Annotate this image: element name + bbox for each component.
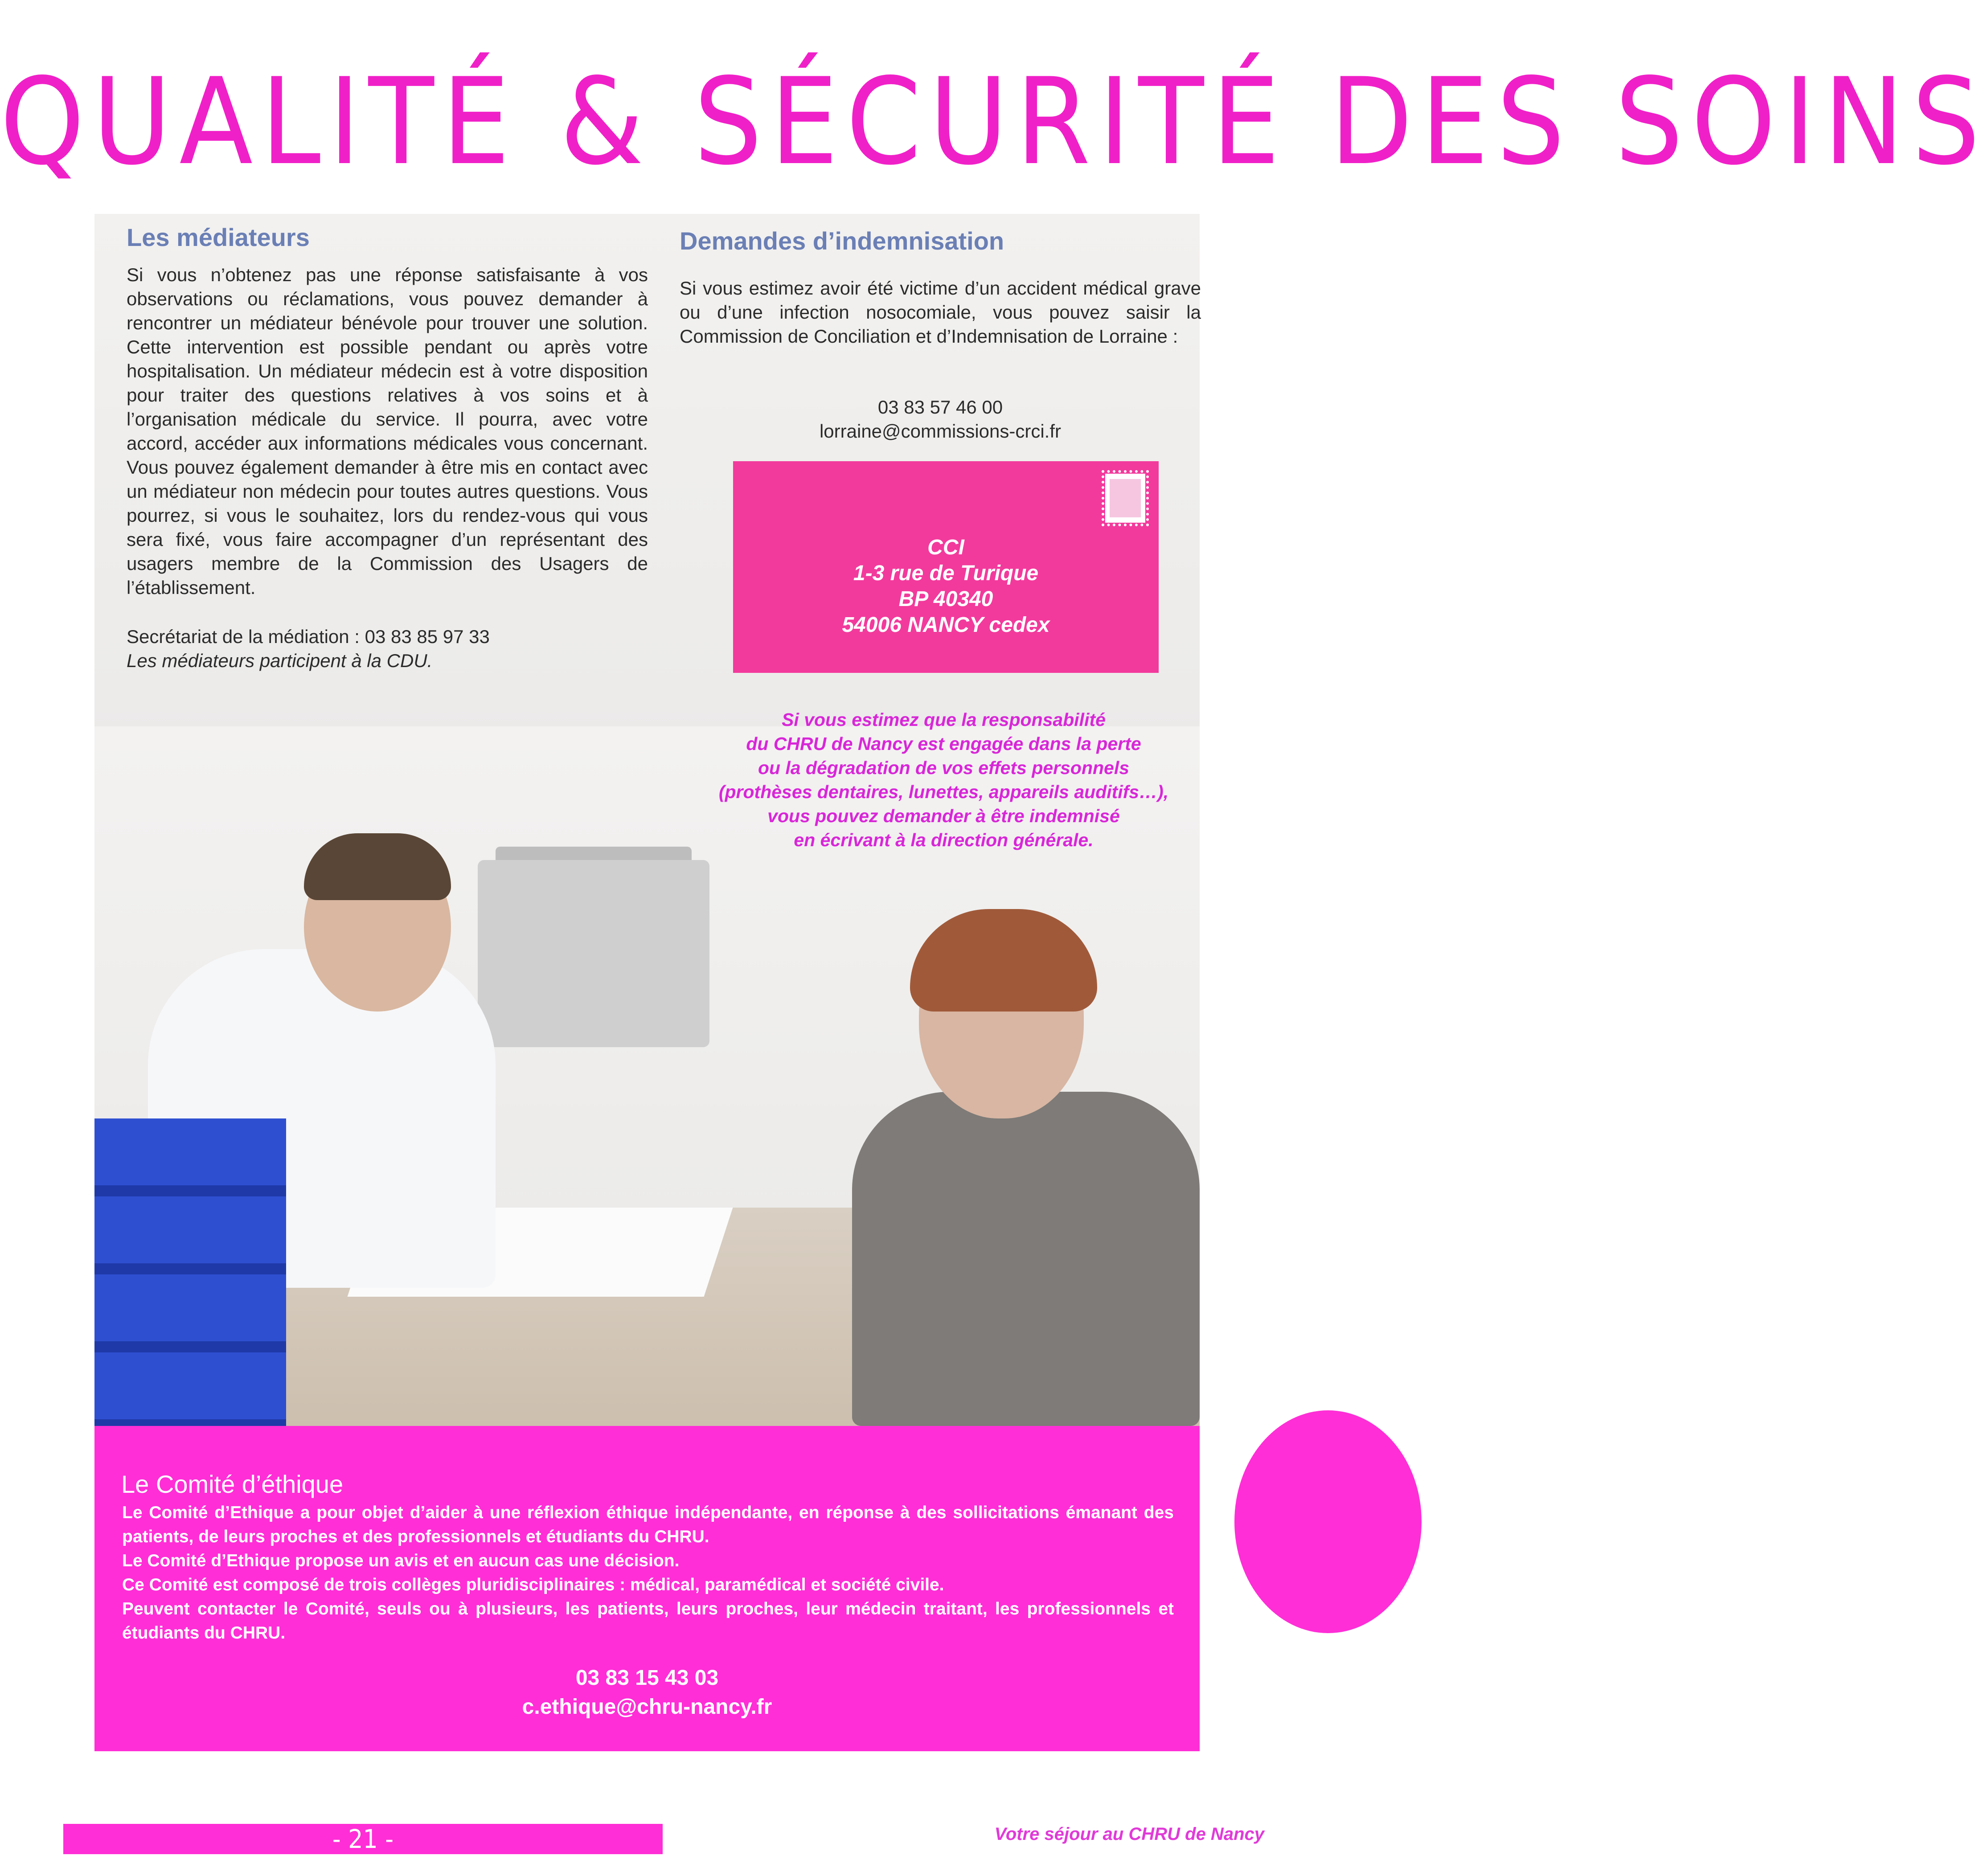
address-line: 1-3 rue de Turique: [853, 561, 1039, 585]
ethics-text: [122, 1501, 1174, 1645]
mediateurs-secretariat: Secrétariat de la médiation : 03 83 85 97 33: [127, 626, 490, 647]
note-line: Si vous estimez que la responsabilité: [782, 709, 1106, 730]
ethics-paragraph: Peuvent contacter le Comité, seuls ou à plusieurs, les patients, leurs proches, leur médecin traitant, les professionnels et étudiants du CHRU.: [122, 1599, 1174, 1643]
note-line: en écrivant à la direction générale.: [794, 830, 1094, 850]
mediateurs-note: Les médiateurs participent à la CDU.: [127, 650, 433, 671]
page-number: - 21 -: [332, 1824, 394, 1854]
address-line: 54006 NANCY cedex: [842, 613, 1050, 637]
footer-bar: [63, 1824, 663, 1854]
publication-title: Votre séjour au CHRU de Nancy: [994, 1824, 1264, 1844]
ethics-paragraph: Le Comité d’Ethique a pour objet d’aider à une réflexion éthique indépendante, en réponse à des sollicitations émanant des patients, de leurs proches et des professionnels et étudiants du CHRU.: [122, 1503, 1174, 1546]
ethics-email[interactable]: c.ethique@chru-nancy.fr: [522, 1695, 772, 1719]
ethics-paragraph: Ce Comité est composé de trois collèges pluridisciplinaires : médical, paramédical et société civile.: [122, 1575, 944, 1594]
address-block: [733, 535, 1159, 638]
indemnisation-heading: Demandes d’indemnisation: [680, 227, 1004, 255]
address-envelope: [733, 461, 1159, 673]
ethics-heading: Le Comité d’éthique: [121, 1470, 344, 1498]
photo-doctor-hair: [304, 833, 451, 900]
photo-patient: [852, 1092, 1200, 1426]
ethics-paragraph: Le Comité d’Ethique propose un avis et en aucun cas une décision.: [122, 1551, 680, 1570]
address-line: BP 40340: [898, 587, 993, 611]
note-line: (prothèses dentaires, lunettes, appareils auditifs…),: [718, 782, 1169, 802]
indemnisation-phone: 03 83 57 46 00: [877, 397, 1003, 418]
address-line: CCI: [927, 536, 964, 559]
personal-effects-note: [668, 708, 1219, 852]
indemnisation-email[interactable]: lorraine@commissions-crci.fr: [819, 421, 1062, 442]
mediateurs-heading: Les médiateurs: [127, 223, 310, 251]
photo-binders: [94, 1118, 286, 1426]
stamp-icon: [1105, 474, 1145, 523]
ethics-phone: 03 83 15 43 03: [575, 1666, 719, 1690]
note-line: du CHRU de Nancy est engagée dans la perte: [746, 733, 1141, 754]
photo-printer: [478, 860, 709, 1047]
ethics-committee-box: [94, 1426, 1200, 1751]
side-tab-decoration: [1234, 1410, 1422, 1633]
indemnisation-body: Si vous estimez avoir été victime d’un accident médical grave ou d’une infection nosocomiale, vous pouvez saisir la Commission de Conciliation et d’Indemnisation de Lorraine :: [680, 278, 1201, 347]
note-line: vous pouvez demander à être indemnisé: [767, 806, 1120, 826]
page-title: QUALITÉ & SÉCURITÉ DES SOINS: [0, 53, 1988, 192]
note-line: ou la dégradation de vos effets personnels: [758, 758, 1130, 778]
mediateurs-body: Si vous n’obtenez pas une réponse satisfaisante à vos observations ou réclamations, vous pouvez demander à rencontrer un médiateur bénévole pour trouver une solution. Cette intervention est possible pendant ou après votre hospitalisation. Un médiateur médecin est à votre disposition pour traiter des questions relatives à vos soins et à l’organisation médicale du service. Il pourra, avec votre accord, accéder aux informations médicales vous concernant. Vous pouvez également demander à être mis en contact avec un médiateur non médecin pour toutes autres questions. Vous pourrez, si vous le souhaitez, lors du rendez-vous qui vous sera fixé, vous faire accompagner d’un représentant des usagers membre de la Commission des Usagers de l’établissement.: [127, 264, 648, 598]
